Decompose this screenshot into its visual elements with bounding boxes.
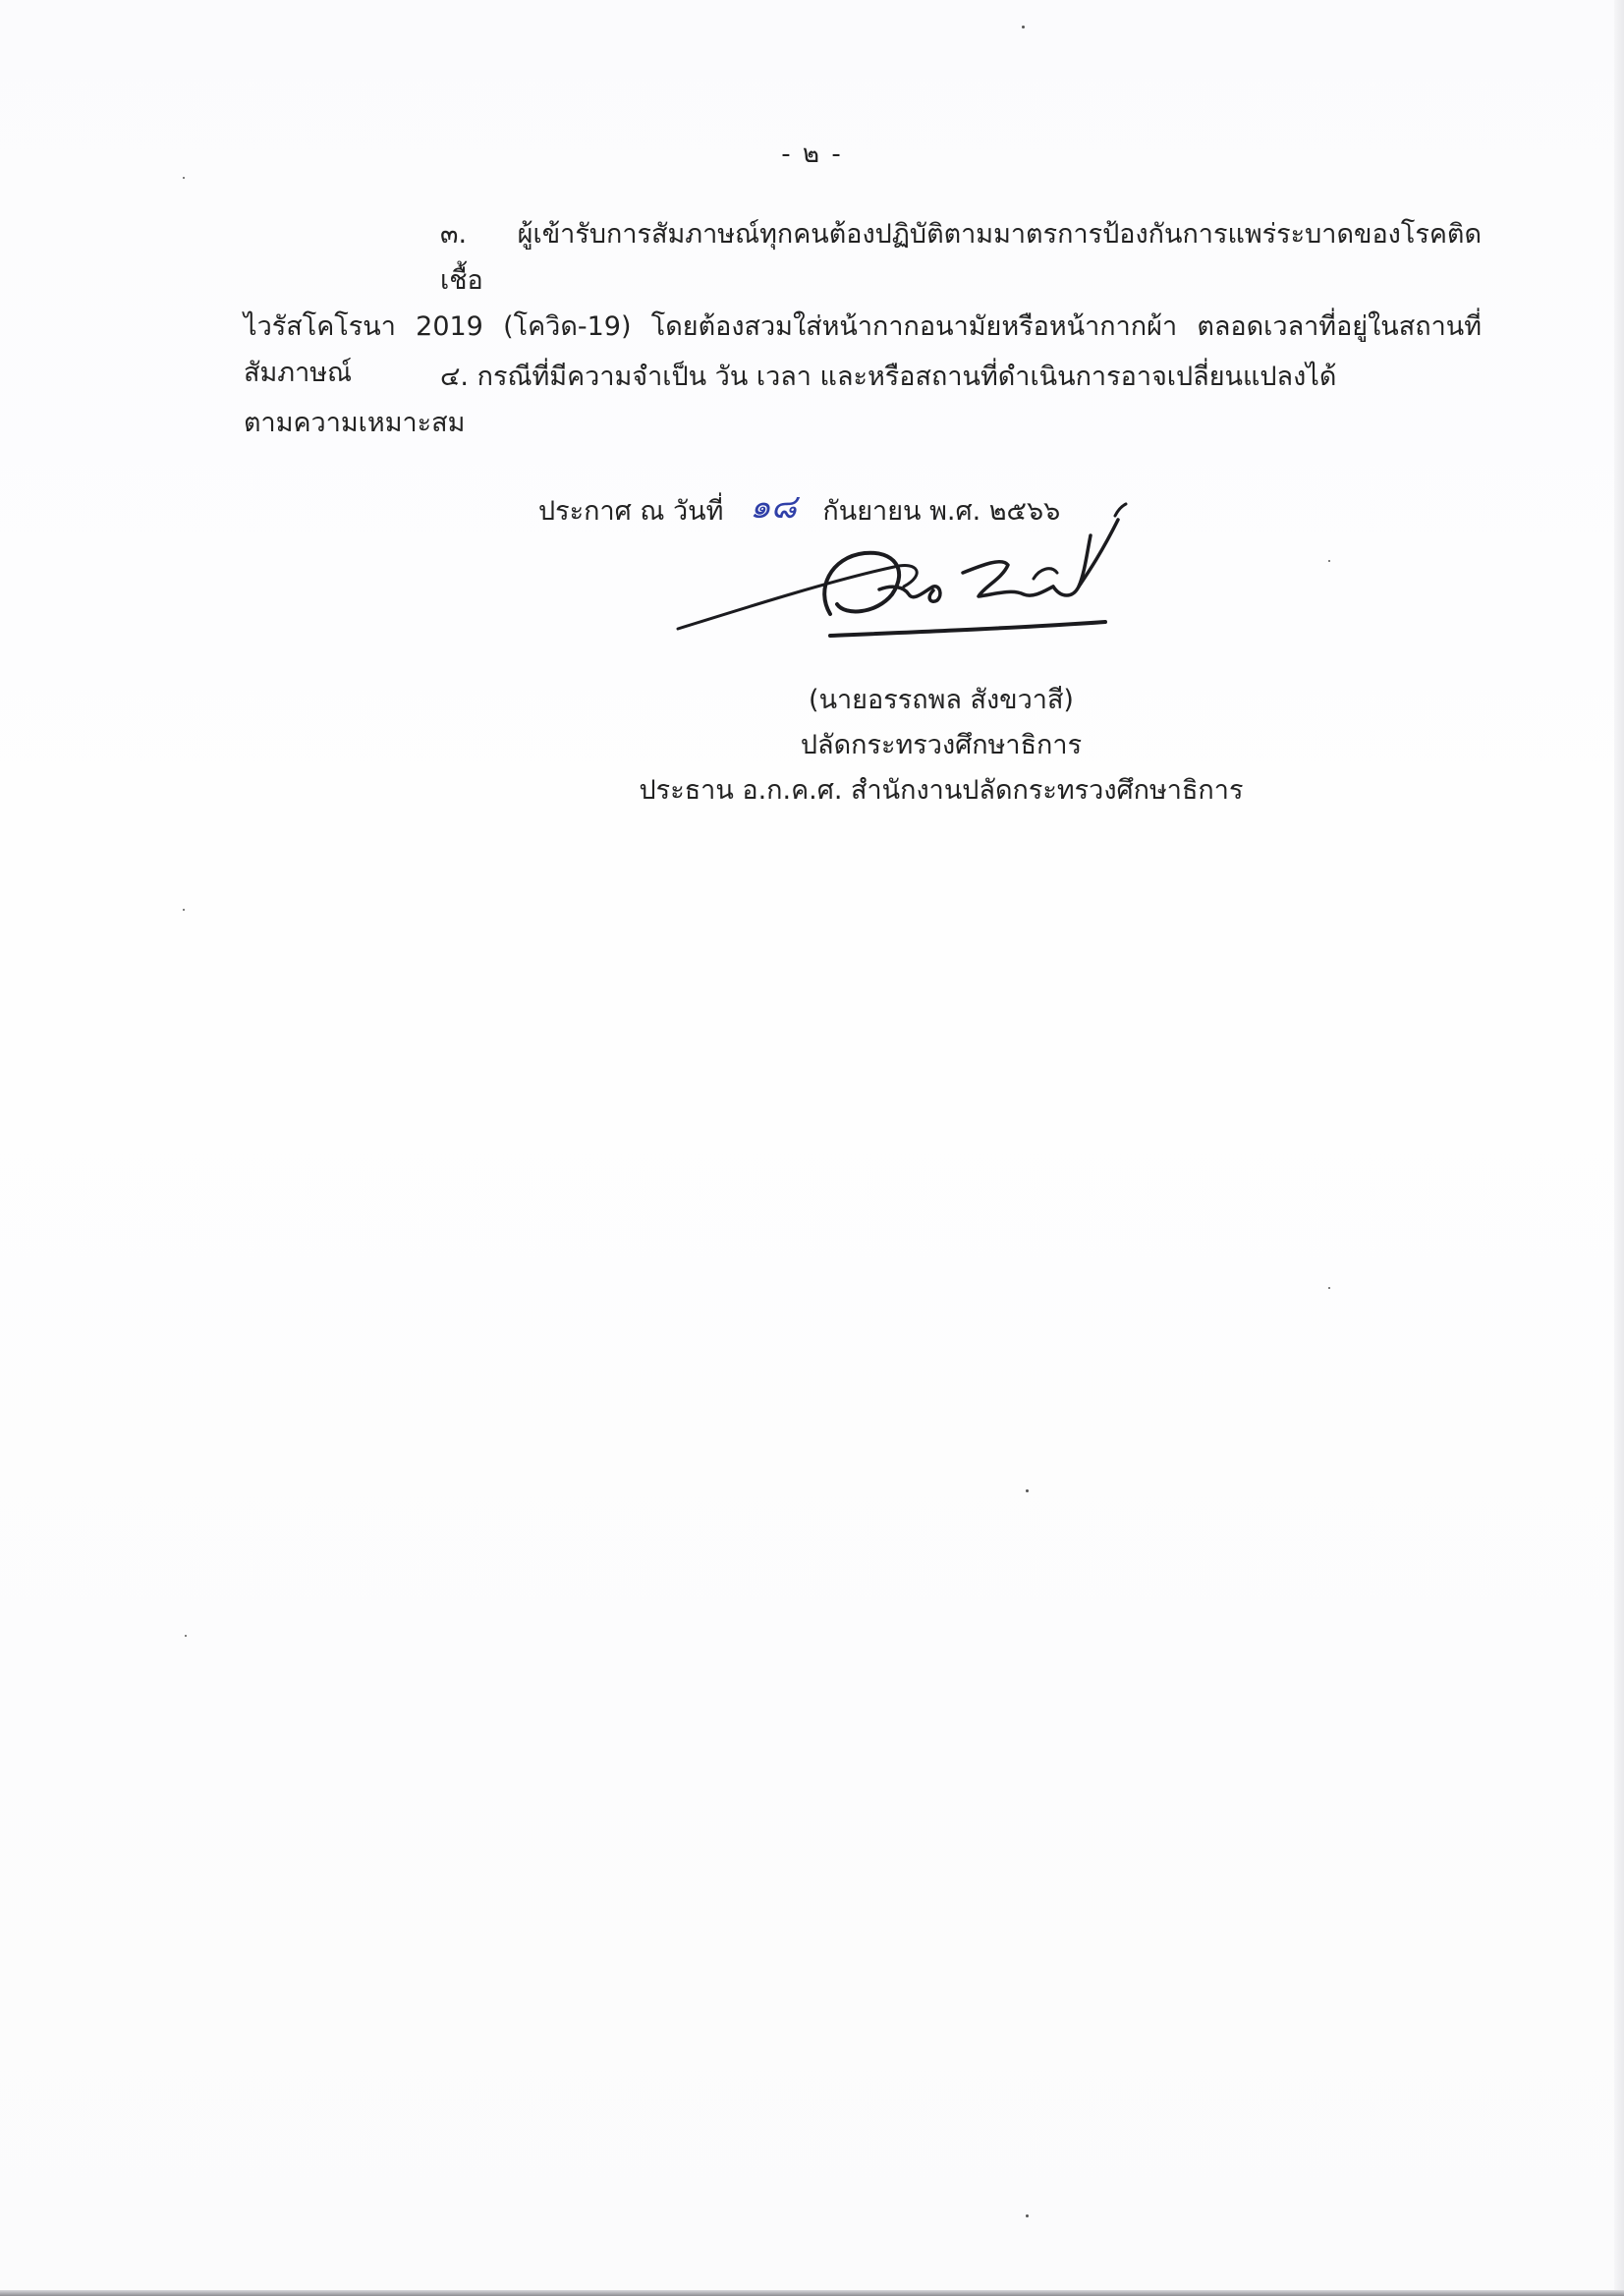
scan-speck xyxy=(1022,26,1025,28)
scan-speck xyxy=(1026,2214,1029,2217)
signatory-name: (นายอรรถพล สังขวาสี) xyxy=(809,685,1074,715)
scan-speck xyxy=(183,909,185,911)
signature-block xyxy=(538,678,1344,813)
signatory-role: ประธาน อ.ก.ค.ศ. สำนักงานปลัดกระทรวงศึกษาธิการ xyxy=(639,775,1244,806)
announcement-prefix: ประกาศ ณ วันที่ xyxy=(538,496,724,527)
page-number: - ๒ - xyxy=(781,140,843,169)
paragraph-4-line-1: ๔. กรณีที่มีความจำเป็น วัน เวลา และหรือสถานที่ดำเนินการอาจเปลี่ยนแปลงได้ xyxy=(440,362,1337,392)
announcement-day: ๑๘ xyxy=(750,487,797,527)
paragraph-4-line-2: ตามความเหมาะสม xyxy=(244,408,466,438)
scan-speck xyxy=(1328,1287,1330,1289)
scan-speck xyxy=(1328,560,1330,562)
signatory-position: ปลัดกระทรวงศึกษาธิการ xyxy=(800,730,1083,760)
handwritten-signature xyxy=(668,496,1140,653)
scan-speck xyxy=(185,1635,187,1637)
paragraph-3-line-2: ไวรัสโคโรนา 2019 (โควิด-19) โดยต้องสวมใส่หน้ากากอนามัยหรือหน้ากากผ้า ตลอดเวลาที่อยู่ในสถานที่ xyxy=(244,311,1482,342)
announcement-month-year: กันยายน พ.ศ. ๒๕๖๖ xyxy=(822,496,1061,527)
scan-edge-right xyxy=(1614,0,1624,2296)
paragraph-3-line-1: ๓. ผู้เข้ารับการสัมภาษณ์ทุกคนต้องปฏิบัติตามมาตรการป้องกันการแพร่ระบาดของโรคติดเชื้อ xyxy=(440,219,1482,296)
paragraph-4 xyxy=(244,354,1482,446)
scan-edge-bottom xyxy=(0,2290,1624,2296)
paragraph-3-line-3: สัมภาษณ์ xyxy=(244,358,353,388)
scan-speck xyxy=(183,177,185,179)
scan-speck xyxy=(1026,1489,1029,1492)
